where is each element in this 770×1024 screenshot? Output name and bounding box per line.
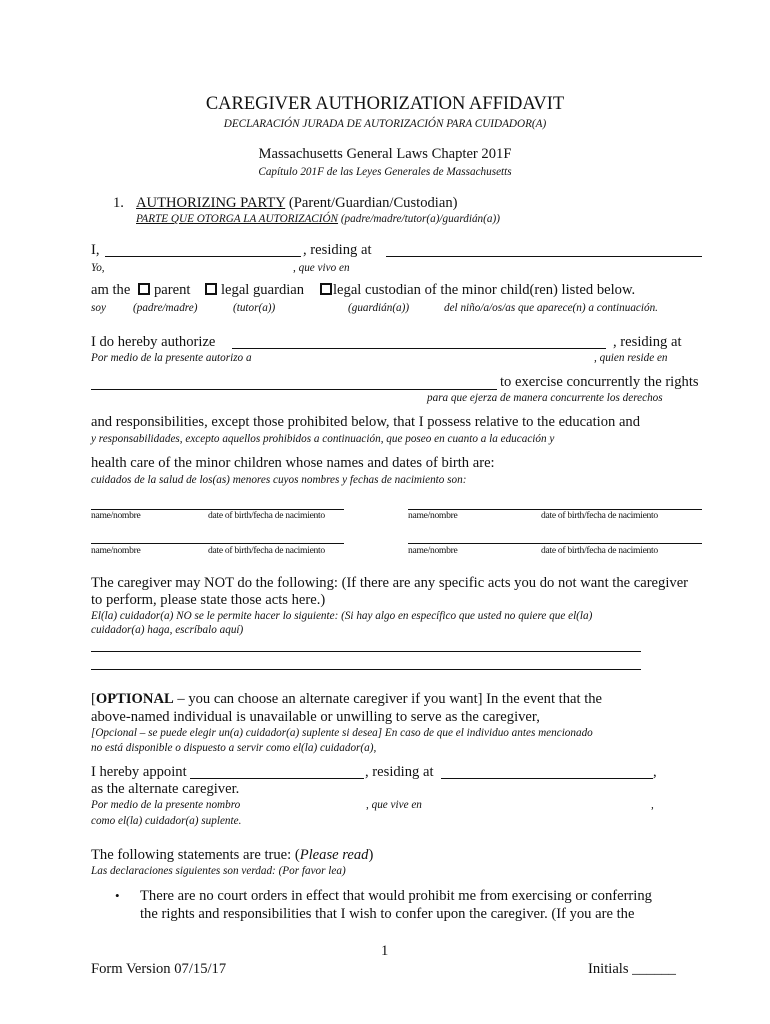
tutor-label: (tutor(a))	[233, 302, 276, 314]
guardiana-label: (guardián(a))	[348, 302, 410, 314]
child1-dob-label: date of birth/fecha de nacimiento	[208, 510, 325, 521]
appoint-residing-label: , residing at	[365, 764, 434, 780]
section-heading-suffix: (Parent/Guardian/Custodian)	[285, 195, 458, 211]
parent-checkbox[interactable]	[138, 283, 150, 295]
parent-option[interactable]	[138, 282, 190, 299]
law-reference-es: Capítulo 201F de las Leyes Generales de Massachusetts	[258, 166, 512, 178]
may-not-es2: cuidador(a) haga, escríbalo aquí)	[91, 624, 244, 636]
child3-dob-label: date of birth/fecha de nacimiento	[208, 545, 325, 556]
section-heading	[136, 195, 458, 212]
statements-line	[91, 847, 373, 864]
health-text-es: cuidados de la salud de los(as) menores cuyos nombres y fechas de nacimiento son:	[91, 474, 467, 486]
authorizer-name-line[interactable]	[105, 256, 301, 257]
bullet-symbol: •	[115, 888, 120, 903]
bullet1-line2: the rights and responsibilities that I wish to confer upon the caregiver. (If you are the	[140, 906, 635, 922]
section-heading-es-suffix: (padre/madre/tutor(a)/guardián(a))	[338, 213, 500, 225]
authorize-label-es: Por medio de la presente autorizo a	[91, 352, 252, 364]
bullet1-line1: There are no court orders in effect that would prohibit me from exercising or conferring	[140, 888, 652, 904]
health-text: health care of the minor children whose names and dates of birth are:	[91, 455, 495, 471]
appoint-es2: como el(la) cuidador(a) suplente.	[91, 815, 242, 827]
am-the-label: am the	[91, 282, 131, 298]
section-heading-main: AUTHORIZING PARTY	[136, 195, 286, 211]
custodian-option[interactable]	[320, 282, 635, 299]
optional-line2: above-named individual is unavailable or unwilling to serve as the caregiver,	[91, 709, 540, 725]
document-title: CAREGIVER AUTHORIZATION AFFIDAVIT	[205, 94, 565, 114]
statements-es: Las declaraciones siguientes son verdad: (Por favor lea)	[91, 865, 346, 877]
caregiver-name-line[interactable]	[232, 348, 606, 349]
page-number: 1	[381, 943, 389, 959]
law-reference: Massachusetts General Laws Chapter 201F	[258, 146, 512, 162]
authorizer-address-line[interactable]	[386, 256, 702, 257]
soy-label: soy	[91, 302, 106, 314]
section-number: 1.	[113, 195, 124, 211]
prohibited-acts-line1[interactable]	[91, 651, 641, 652]
initials-field[interactable]: Initials ______	[588, 961, 676, 977]
appoint-line2: as the alternate caregiver.	[91, 781, 240, 797]
form-version: Form Version 07/15/17	[91, 961, 227, 977]
guardian-option[interactable]	[205, 282, 304, 299]
i-residing-label: , residing at	[303, 242, 372, 258]
child4-line[interactable]	[408, 543, 702, 544]
may-not-line2: to perform, please state those acts here.)	[91, 592, 326, 608]
optional-rest: – you can choose an alternate caregiver if you want] In the event that the	[173, 691, 603, 707]
responsibilities-text-es: y responsabilidades, excepto aquellos prohibidos a continuación, que poseo en cuanto a la educación y	[91, 433, 555, 445]
appoint-es-comma: ,	[651, 799, 654, 811]
exercise-text: to exercise concurrently the rights	[500, 374, 699, 390]
optional-es1: [Opcional – se puede elegir un(a) cuidador(a) suplente si desea] En caso de que el individuo antes mencionado	[91, 727, 593, 739]
responsibilities-text: and responsibilities, except those prohibited below, that I possess relative to the education and	[91, 414, 641, 430]
child3-name-label: name/nombre	[91, 545, 141, 556]
appoint-es1: Por medio de la presente nombro	[91, 799, 241, 811]
alternate-name-line[interactable]	[190, 778, 364, 779]
child4-dob-label: date of birth/fecha de nacimiento	[541, 545, 658, 556]
statements-lead: The following statements are true: (	[91, 847, 300, 863]
custodian-label: legal custodian of the minor child(ren) listed below.	[333, 282, 636, 298]
authorize-label: I do hereby authorize	[91, 334, 216, 350]
statements-please: Please read	[299, 847, 369, 863]
alternate-address-line[interactable]	[441, 778, 653, 779]
child1-name-label: name/nombre	[91, 510, 141, 521]
que-vivo-label: , que vivo en	[293, 262, 350, 274]
optional-line1	[91, 691, 602, 708]
section-heading-es-main: PARTE QUE OTORGA LA AUTORIZACIÓN	[136, 213, 339, 225]
i-prefix: I,	[91, 242, 100, 258]
may-not-line1: The caregiver may NOT do the following: (If there are any specific acts you do not want the caregiver	[91, 575, 689, 591]
may-not-es1: El(la) cuidador(a) NO se le permite hacer lo siguiente: (Si hay algo en específico que usted no quiere que el(la)	[91, 610, 593, 622]
optional-open: [	[91, 691, 96, 707]
appoint-es-vive: , que vive en	[366, 799, 422, 811]
padre-label: (padre/madre)	[133, 302, 198, 314]
custodian-checkbox[interactable]	[320, 283, 332, 295]
optional-es2: no está disponible o dispuesto a servir como el(la) cuidador(a),	[91, 742, 377, 754]
caregiver-address-line[interactable]	[91, 389, 497, 390]
optional-bold: OPTIONAL	[95, 691, 174, 707]
yo-label: Yo,	[91, 262, 105, 274]
child4-name-label: name/nombre	[408, 545, 458, 556]
child2-dob-label: date of birth/fecha de nacimiento	[541, 510, 658, 521]
guardian-label: legal guardian	[221, 282, 305, 298]
parent-label: parent	[154, 282, 191, 298]
authorize-residing-label: , residing at	[613, 334, 682, 350]
appoint-comma: ,	[653, 764, 657, 780]
child3-line[interactable]	[91, 543, 344, 544]
section-heading-es	[136, 213, 500, 225]
del-nino-label: del niño/a/os/as que aparece(n) a continuación.	[444, 302, 658, 314]
exercise-text-es: para que ejerza de manera concurrente los derechos	[427, 392, 663, 404]
statements-close: )	[368, 847, 374, 863]
prohibited-acts-line2[interactable]	[91, 669, 641, 670]
child2-name-label: name/nombre	[408, 510, 458, 521]
document-title-es: DECLARACIÓN JURADA DE AUTORIZACIÓN PARA CUIDADOR(A)	[223, 118, 547, 130]
appoint-label: I hereby appoint	[91, 764, 187, 780]
authorize-residing-label-es: , quien reside en	[594, 352, 668, 364]
guardian-checkbox[interactable]	[205, 283, 217, 295]
